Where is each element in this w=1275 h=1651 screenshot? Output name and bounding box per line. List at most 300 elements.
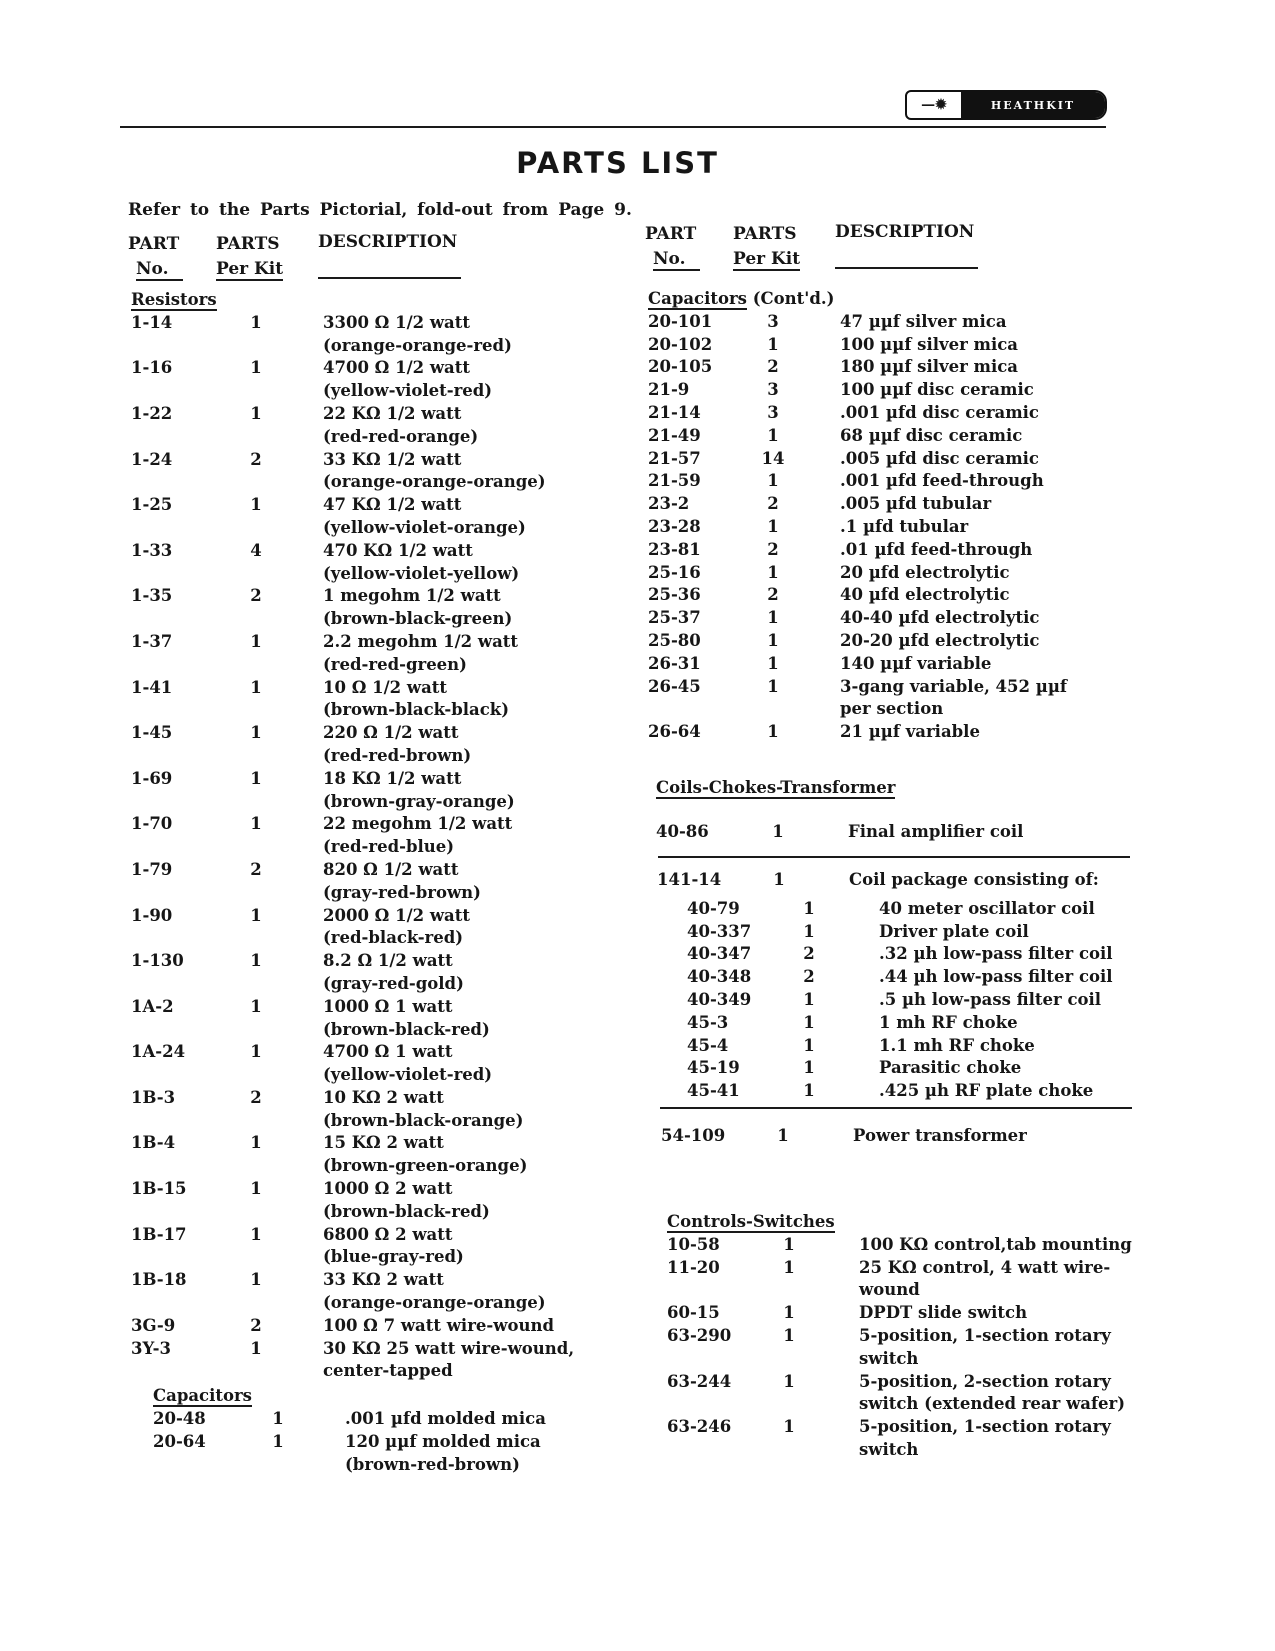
description-line: (red-red-brown) bbox=[323, 745, 472, 765]
part-number: 63-244 bbox=[667, 1371, 732, 1391]
part-row bbox=[657, 1035, 1137, 1058]
part-description bbox=[840, 607, 1138, 630]
logo-emblem-icon: —✹ bbox=[921, 97, 947, 113]
part-description bbox=[840, 676, 1138, 722]
parts-per-kit: 1 bbox=[783, 1303, 795, 1323]
part-row bbox=[648, 562, 1138, 585]
part-description bbox=[323, 494, 651, 540]
parts-per-kit: 1 bbox=[773, 870, 785, 889]
description-line: .1 µfd tubular bbox=[840, 516, 969, 536]
description-line: 5-position, 1-section rotary bbox=[859, 1417, 1111, 1437]
description-line: (brown-black-red) bbox=[323, 1201, 490, 1221]
part-row bbox=[131, 585, 651, 631]
parts-per-kit: 3 bbox=[767, 380, 779, 400]
part-description bbox=[323, 1178, 651, 1224]
description-line: (gray-red-gold) bbox=[323, 973, 464, 993]
header-description: DESCRIPTION bbox=[318, 232, 458, 252]
refer-note: Refer to the Parts Pictorial, fold-out from Page 9. bbox=[128, 200, 632, 220]
part-description bbox=[879, 966, 1137, 989]
description-line: 180 µµf silver mica bbox=[840, 357, 1018, 377]
part-row bbox=[648, 721, 1138, 744]
part-description bbox=[840, 516, 1138, 539]
description-line: 120 µµf molded mica bbox=[345, 1431, 541, 1451]
parts-per-kit: 2 bbox=[250, 1087, 262, 1107]
part-number: 1B-3 bbox=[131, 1087, 176, 1107]
parts-per-kit: 2 bbox=[250, 586, 262, 606]
right-header-part bbox=[645, 222, 700, 272]
part-description bbox=[859, 1325, 1147, 1371]
part-row bbox=[131, 722, 651, 768]
description-line: (brown-black-red) bbox=[323, 1019, 490, 1039]
parts-per-kit: 1 bbox=[250, 631, 262, 651]
part-description bbox=[323, 996, 651, 1042]
part-number: 1B-4 bbox=[131, 1133, 176, 1153]
description-line: .001 µfd disc ceramic bbox=[840, 402, 1039, 422]
part-description bbox=[840, 425, 1138, 448]
part-description bbox=[879, 943, 1137, 966]
description-line: center-tapped bbox=[323, 1361, 453, 1381]
parts-per-kit: 1 bbox=[803, 921, 815, 941]
header-part: PART bbox=[128, 234, 180, 254]
description-line: .425 µh RF plate choke bbox=[879, 1081, 1094, 1101]
description-line: 5-position, 1-section rotary bbox=[859, 1325, 1111, 1345]
part-number: 60-15 bbox=[667, 1303, 720, 1323]
part-number: 3Y-3 bbox=[131, 1338, 171, 1358]
description-line: 1 megohm 1/2 watt bbox=[323, 586, 501, 606]
section-title: Capacitors bbox=[153, 1386, 252, 1406]
description-line: 470 KΩ 1/2 watt bbox=[323, 540, 473, 560]
part-number: 1A-2 bbox=[131, 996, 174, 1016]
header-part: PART bbox=[645, 224, 697, 244]
part-description bbox=[840, 584, 1138, 607]
section-title: Capacitors bbox=[648, 289, 747, 308]
parts-per-kit: 1 bbox=[250, 312, 262, 332]
parts-per-kit: 1 bbox=[272, 1431, 284, 1451]
part-row bbox=[131, 1338, 651, 1384]
part-description bbox=[323, 540, 651, 586]
part-number: 1-24 bbox=[131, 449, 173, 469]
parts-per-kit: 1 bbox=[803, 1035, 815, 1055]
parts-per-kit: 2 bbox=[767, 539, 779, 559]
description-line: 100 µµf disc ceramic bbox=[840, 380, 1034, 400]
part-description bbox=[345, 1431, 651, 1477]
part-number: 45-19 bbox=[687, 1058, 740, 1078]
left-header-parts bbox=[216, 232, 283, 282]
description-line: 220 Ω 1/2 watt bbox=[323, 723, 459, 743]
parts-per-kit: 1 bbox=[250, 358, 262, 378]
part-row bbox=[656, 821, 1136, 844]
header-parts: PARTS bbox=[733, 224, 797, 244]
description-line: switch (extended rear wafer) bbox=[859, 1394, 1126, 1414]
part-row bbox=[661, 1125, 1141, 1148]
part-number: 1-33 bbox=[131, 540, 173, 560]
part-row bbox=[648, 334, 1138, 357]
parts-per-kit: 2 bbox=[803, 944, 815, 964]
part-description bbox=[840, 356, 1138, 379]
part-number: 1-16 bbox=[131, 358, 173, 378]
part-description bbox=[323, 722, 651, 768]
part-description bbox=[879, 898, 1137, 921]
part-number: 20-102 bbox=[648, 334, 713, 354]
logo-text: HEATHKIT bbox=[961, 92, 1105, 118]
description-line: 21 µµf variable bbox=[840, 722, 980, 742]
part-number: 3G-9 bbox=[131, 1315, 176, 1335]
parts-per-kit: 1 bbox=[803, 1058, 815, 1078]
part-number: 1-41 bbox=[131, 677, 173, 697]
description-line: 100 KΩ control,tab mounting bbox=[859, 1234, 1132, 1254]
part-row bbox=[131, 449, 651, 495]
description-line: 40 µfd electrolytic bbox=[840, 585, 1010, 605]
part-number: 1-35 bbox=[131, 586, 173, 606]
description-line: switch bbox=[859, 1348, 919, 1368]
parts-per-kit: 1 bbox=[250, 1133, 262, 1153]
part-description bbox=[840, 379, 1138, 402]
part-description bbox=[849, 869, 1137, 892]
description-line: 100 Ω 7 watt wire-wound bbox=[323, 1315, 554, 1335]
part-description bbox=[859, 1371, 1147, 1417]
part-description bbox=[323, 585, 651, 631]
description-line: .5 µh low-pass filter coil bbox=[879, 989, 1102, 1009]
description-line: 47 µµf silver mica bbox=[840, 311, 1007, 331]
parts-per-kit: 1 bbox=[250, 905, 262, 925]
description-line: (yellow-violet-orange) bbox=[323, 517, 526, 537]
header-no: No. bbox=[653, 249, 700, 271]
part-number: 1-22 bbox=[131, 403, 173, 423]
description-line: .001 µfd feed-through bbox=[840, 471, 1044, 491]
header-description: DESCRIPTION bbox=[835, 222, 975, 242]
part-row bbox=[657, 898, 1137, 921]
part-description bbox=[345, 1408, 651, 1431]
part-number: 1-79 bbox=[131, 859, 173, 879]
part-number: 40-347 bbox=[687, 944, 752, 964]
part-number: 1-70 bbox=[131, 814, 173, 834]
description-line: (yellow-violet-red) bbox=[323, 381, 493, 401]
part-number: 25-80 bbox=[648, 630, 701, 650]
part-description bbox=[840, 630, 1138, 653]
part-number: 25-36 bbox=[648, 585, 701, 605]
part-description bbox=[853, 1125, 1141, 1148]
parts-per-kit: 1 bbox=[783, 1257, 795, 1277]
part-row bbox=[131, 905, 651, 951]
right-column bbox=[648, 288, 1138, 744]
parts-per-kit: 1 bbox=[783, 1234, 795, 1254]
part-row bbox=[667, 1234, 1147, 1257]
parts-per-kit: 1 bbox=[767, 608, 779, 628]
parts-per-kit: 2 bbox=[250, 449, 262, 469]
parts-per-kit: 1 bbox=[783, 1325, 795, 1345]
part-row bbox=[648, 402, 1138, 425]
part-description bbox=[879, 1080, 1137, 1103]
page-title: PARTS LIST bbox=[516, 146, 719, 180]
description-line: 820 Ω 1/2 watt bbox=[323, 859, 459, 879]
part-description bbox=[840, 721, 1138, 744]
part-row bbox=[131, 1132, 651, 1178]
part-row bbox=[131, 494, 651, 540]
part-number: 23-81 bbox=[648, 539, 701, 559]
part-description bbox=[323, 1224, 651, 1270]
description-line: Power transformer bbox=[853, 1126, 1027, 1145]
parts-per-kit: 1 bbox=[250, 723, 262, 743]
part-row bbox=[657, 1080, 1137, 1103]
description-line: (red-red-orange) bbox=[323, 426, 479, 446]
part-number: 26-31 bbox=[648, 653, 701, 673]
parts-per-kit: 1 bbox=[783, 1417, 795, 1437]
power-transformer bbox=[661, 1125, 1141, 1148]
description-line: 4700 Ω 1 watt bbox=[323, 1042, 453, 1062]
part-row bbox=[131, 677, 651, 723]
part-number: 54-109 bbox=[661, 1126, 726, 1145]
description-line: .005 µfd tubular bbox=[840, 494, 992, 514]
part-number: 21-9 bbox=[648, 380, 690, 400]
description-line: switch bbox=[859, 1439, 919, 1459]
part-description bbox=[840, 539, 1138, 562]
description-line: per section bbox=[840, 699, 944, 719]
part-row bbox=[657, 1012, 1137, 1035]
parts-per-kit: 1 bbox=[250, 495, 262, 515]
part-description bbox=[323, 859, 651, 905]
description-line: 8.2 Ω 1/2 watt bbox=[323, 951, 453, 971]
right-header-description bbox=[835, 220, 978, 269]
section-controls bbox=[667, 1211, 1147, 1462]
description-line: (red-red-blue) bbox=[323, 837, 455, 857]
part-number: 40-337 bbox=[687, 921, 752, 941]
part-row bbox=[648, 470, 1138, 493]
parts-per-kit: 1 bbox=[250, 1270, 262, 1290]
part-number: 1-69 bbox=[131, 768, 173, 788]
description-line: 2000 Ω 1/2 watt bbox=[323, 905, 470, 925]
part-number: 20-101 bbox=[648, 311, 713, 331]
part-row bbox=[131, 1315, 651, 1338]
parts-per-kit: 2 bbox=[803, 967, 815, 987]
part-row bbox=[131, 540, 651, 586]
part-number: 141-14 bbox=[657, 870, 722, 889]
part-number: 1-130 bbox=[131, 951, 184, 971]
description-line: 3300 Ω 1/2 watt bbox=[323, 312, 470, 332]
parts-per-kit: 1 bbox=[772, 821, 784, 841]
section-title: Controls-Switches bbox=[667, 1212, 835, 1231]
part-number: 25-16 bbox=[648, 562, 701, 582]
parts-per-kit: 1 bbox=[250, 996, 262, 1016]
part-row bbox=[648, 379, 1138, 402]
description-line: 20 µfd electrolytic bbox=[840, 562, 1010, 582]
section-capacitors bbox=[131, 1385, 651, 1408]
parts-per-kit: 1 bbox=[250, 1224, 262, 1244]
part-row bbox=[131, 813, 651, 859]
top-rule bbox=[120, 126, 1106, 128]
divider bbox=[660, 1107, 1132, 1109]
part-number: 1B-17 bbox=[131, 1224, 187, 1244]
part-row bbox=[648, 676, 1138, 722]
header-per-kit: Per Kit bbox=[733, 249, 801, 269]
part-number: 23-28 bbox=[648, 516, 701, 536]
part-description bbox=[840, 470, 1138, 493]
part-number: 1-14 bbox=[131, 312, 173, 332]
parts-per-kit: 1 bbox=[767, 425, 779, 445]
section-title: Coils-Chokes-Transformer bbox=[656, 778, 896, 797]
description-line: 100 µµf silver mica bbox=[840, 334, 1018, 354]
description-line: 22 KΩ 1/2 watt bbox=[323, 403, 462, 423]
part-row bbox=[657, 989, 1137, 1012]
description-line: 25 KΩ control, 4 watt wire- bbox=[859, 1257, 1111, 1277]
parts-per-kit: 1 bbox=[250, 1179, 262, 1199]
part-number: 1-25 bbox=[131, 495, 173, 515]
part-number: 26-64 bbox=[648, 722, 701, 742]
part-row bbox=[657, 966, 1137, 989]
part-number: 45-4 bbox=[687, 1035, 729, 1055]
parts-per-kit: 1 bbox=[777, 1126, 789, 1145]
description-line: (yellow-violet-red) bbox=[323, 1065, 493, 1085]
part-number: 45-41 bbox=[687, 1081, 740, 1101]
part-description bbox=[323, 813, 651, 859]
part-row bbox=[667, 1302, 1147, 1325]
description-line: (yellow-violet-yellow) bbox=[323, 563, 520, 583]
part-description bbox=[323, 312, 651, 358]
description-line: (brown-black-black) bbox=[323, 700, 510, 720]
part-number: 21-14 bbox=[648, 402, 701, 422]
description-line: .44 µh low-pass filter coil bbox=[879, 967, 1113, 987]
description-line: 140 µµf variable bbox=[840, 653, 992, 673]
part-row bbox=[131, 996, 651, 1042]
section-capacitors-contd bbox=[648, 288, 1138, 311]
parts-per-kit: 2 bbox=[767, 585, 779, 605]
parts-per-kit: 2 bbox=[250, 859, 262, 879]
description-line: 33 KΩ 1/2 watt bbox=[323, 449, 462, 469]
coil-package bbox=[657, 869, 1137, 1103]
part-description bbox=[323, 905, 651, 951]
section-resistors bbox=[131, 289, 651, 312]
parts-per-kit: 1 bbox=[767, 562, 779, 582]
description-line: 22 megohm 1/2 watt bbox=[323, 814, 513, 834]
description-line: 6800 Ω 2 watt bbox=[323, 1224, 453, 1244]
part-row bbox=[648, 356, 1138, 379]
part-number: 21-57 bbox=[648, 448, 701, 468]
part-row bbox=[648, 516, 1138, 539]
part-row bbox=[131, 1431, 651, 1477]
description-line: Parasitic choke bbox=[879, 1058, 1022, 1078]
parts-per-kit: 2 bbox=[767, 357, 779, 377]
parts-per-kit: 1 bbox=[767, 334, 779, 354]
description-line: 15 KΩ 2 watt bbox=[323, 1133, 444, 1153]
parts-per-kit: 1 bbox=[767, 630, 779, 650]
description-line: 40 meter oscillator coil bbox=[879, 898, 1095, 918]
part-number: 20-64 bbox=[153, 1431, 206, 1451]
description-line: 1000 Ω 2 watt bbox=[323, 1179, 453, 1199]
description-line: .32 µh low-pass filter coil bbox=[879, 944, 1113, 964]
part-number: 11-20 bbox=[667, 1257, 720, 1277]
parts-per-kit: 1 bbox=[250, 1042, 262, 1062]
description-line: .005 µfd disc ceramic bbox=[840, 448, 1039, 468]
parts-per-kit: 1 bbox=[250, 951, 262, 971]
description-line: .01 µfd feed-through bbox=[840, 539, 1033, 559]
parts-per-kit: 1 bbox=[767, 722, 779, 742]
part-description bbox=[840, 402, 1138, 425]
part-row bbox=[657, 921, 1137, 944]
parts-per-kit: 1 bbox=[767, 653, 779, 673]
part-number: 1-37 bbox=[131, 631, 173, 651]
description-line: DPDT slide switch bbox=[859, 1303, 1028, 1323]
parts-per-kit: 1 bbox=[250, 814, 262, 834]
description-line: 10 KΩ 2 watt bbox=[323, 1087, 444, 1107]
part-description bbox=[323, 1132, 651, 1178]
parts-per-kit: 1 bbox=[803, 898, 815, 918]
part-description bbox=[323, 1315, 651, 1338]
part-description bbox=[323, 357, 651, 403]
description-line: 33 KΩ 2 watt bbox=[323, 1270, 444, 1290]
description-line: Driver plate coil bbox=[879, 921, 1029, 941]
parts-per-kit: 1 bbox=[250, 403, 262, 423]
parts-per-kit: 1 bbox=[767, 676, 779, 696]
description-line: wound bbox=[859, 1280, 920, 1300]
part-row bbox=[648, 448, 1138, 471]
part-number: 40-79 bbox=[687, 898, 740, 918]
description-line: 1 mh RF choke bbox=[879, 1012, 1018, 1032]
parts-per-kit: 1 bbox=[803, 989, 815, 1009]
description-line: Final amplifier coil bbox=[848, 821, 1024, 841]
left-header-part bbox=[128, 232, 183, 282]
description-line: 3-gang variable, 452 µµf bbox=[840, 676, 1067, 696]
part-number: 63-290 bbox=[667, 1325, 732, 1345]
part-row bbox=[131, 357, 651, 403]
description-line: 47 KΩ 1/2 watt bbox=[323, 495, 462, 515]
part-description bbox=[879, 989, 1137, 1012]
part-description bbox=[840, 311, 1138, 334]
part-row bbox=[131, 1087, 651, 1133]
part-description bbox=[323, 1041, 651, 1087]
part-description bbox=[879, 921, 1137, 944]
parts-per-kit: 1 bbox=[272, 1409, 284, 1429]
part-row bbox=[131, 631, 651, 677]
description-line: (red-black-red) bbox=[323, 928, 464, 948]
part-number: 1A-24 bbox=[131, 1042, 186, 1062]
description-line: 10 Ω 1/2 watt bbox=[323, 677, 448, 697]
parts-per-kit: 1 bbox=[250, 768, 262, 788]
part-description bbox=[879, 1057, 1137, 1080]
description-line: (blue-gray-red) bbox=[323, 1247, 464, 1267]
part-description bbox=[323, 1087, 651, 1133]
description-line: (brown-green-orange) bbox=[323, 1156, 528, 1176]
parts-per-kit: 1 bbox=[767, 471, 779, 491]
part-number: 40-86 bbox=[656, 821, 709, 841]
parts-per-kit: 4 bbox=[250, 540, 262, 560]
parts-per-kit: 3 bbox=[767, 402, 779, 422]
part-number: 1-45 bbox=[131, 723, 173, 743]
part-description bbox=[323, 1338, 651, 1384]
part-description bbox=[840, 562, 1138, 585]
description-line: (brown-black-orange) bbox=[323, 1110, 524, 1130]
part-description bbox=[323, 631, 651, 677]
part-description bbox=[323, 950, 651, 996]
part-number: 40-348 bbox=[687, 967, 752, 987]
part-row bbox=[657, 1057, 1137, 1080]
description-line: 1000 Ω 1 watt bbox=[323, 996, 453, 1016]
part-row bbox=[667, 1371, 1147, 1417]
right-header-parts bbox=[733, 222, 800, 272]
description-line: 40-40 µfd electrolytic bbox=[840, 608, 1040, 628]
part-row bbox=[648, 425, 1138, 448]
header-no: No. bbox=[136, 259, 183, 281]
description-line: (orange-orange-orange) bbox=[323, 1293, 546, 1313]
part-row bbox=[131, 1224, 651, 1270]
part-description bbox=[840, 493, 1138, 516]
divider bbox=[658, 856, 1130, 858]
parts-per-kit: 1 bbox=[783, 1371, 795, 1391]
section-coils bbox=[656, 777, 1136, 844]
part-row bbox=[648, 584, 1138, 607]
description-line: 68 µµf disc ceramic bbox=[840, 425, 1023, 445]
part-description bbox=[840, 448, 1138, 471]
part-description bbox=[859, 1257, 1147, 1303]
part-row bbox=[131, 768, 651, 814]
